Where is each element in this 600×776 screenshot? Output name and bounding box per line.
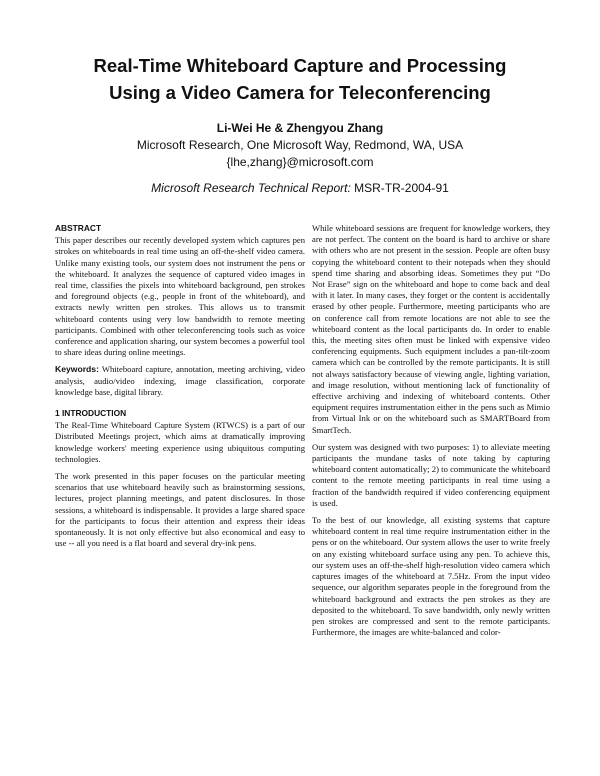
author-block [0, 120, 600, 171]
tech-report-label: Microsoft Research Technical Report: [151, 181, 351, 195]
right-column [312, 223, 550, 644]
keywords-label: Keywords: [55, 364, 99, 375]
introduction-heading: 1 INTRODUCTION [55, 408, 127, 419]
tech-report-line [0, 180, 600, 196]
author-affiliation: Microsoft Research, One Microsoft Way, Redmond, WA, USA [136, 138, 464, 152]
right-paragraph-2: Our system was designed with two purposes: 1) to alleviate meeting participants the mundane tasks of note taking by capturing whiteboard content automatically; 2) to communicate the whiteboard content to the remote meeting participants in real time using a fraction of the bandwidth required if video conferencing equipment is used. [312, 441, 550, 508]
abstract-heading: ABSTRACT [55, 223, 102, 233]
paper-title [0, 52, 600, 106]
author-names: Li-Wei He & Zhengyou Zhang [216, 121, 384, 135]
right-paragraph-3: To the best of our knowledge, all existing systems that capture whiteboard content in real time require instrumentation either in the pens or on the whiteboard. Our system allows the user to write freely on any existing whiteboard surface using any pen. To achieve this, our system uses an off-the-shelf high-resolution video camera which captures images of the whiteboard at 7.5Hz. From the input video sequence, our algorithm separates people in the foreground from the whiteboard background and extracts the pen strokes as they are deposited to the whiteboard. To save bandwidth, only newly written pen strokes are compressed and sent to the remote participants. Furthermore, the images are white-balanced and color- [312, 515, 550, 638]
tech-report-number: MSR-TR-2004-91 [354, 181, 449, 195]
introduction-paragraph-2: The work presented in this paper focuses on the particular meeting scenarios that use whiteboard heavily such as brainstorming sessions, lectures, project planning meetings, and patent disclosures. In those sessions, a whiteboard is indispensable. It provides a large shared space for the participants to focus their attention and express their ideas spontaneously. It is not only effective but also economical and easy to use -- all you need is a flat board and several dry-ink pens. [55, 471, 305, 549]
right-paragraph-1: While whiteboard sessions are frequent for knowledge workers, they are not perfect. The content on the board is hard to archive or share with others who are not present in the session. People are often busy copying the whiteboard content to their notepads when they should spend time sharing and absorbing ideas. Sometimes they put “Do Not Erase” sign on the whiteboard and hope to come back and deal with it later. In many cases, they forget or the content is accidentally erased by other people. Furthermore, meeting participants who are on conference call from remote locations are not able to see the whiteboard content as the local participants do. In order to enable this, the meeting sites often must be linked with expensive video conferencing equipments. Such equipment includes a pan-tilt-zoom camera which can be controlled by the remote participants. It is still not always satisfactory because of viewing angle, lighting variation, and image resolution, without mentioning lack of functionality of effective archiving and indexing of whiteboard contents. Other equipment requires instrumentation either in the pens such as Mimio from Virtual Ink or on the whiteboard such as SMARTBoard from SmartTech. [312, 223, 550, 435]
title-line-1: Real-Time Whiteboard Capture and Processing [93, 55, 507, 76]
keywords-paragraph [55, 364, 305, 398]
left-column [55, 223, 305, 555]
title-line-2: Using a Video Camera for Teleconferencing [109, 82, 491, 103]
keywords-text: Whiteboard capture, annotation, meeting archiving, video analysis, audio/video indexing, image classification, corporate knowledge base, digital library. [55, 364, 305, 397]
author-email: {lhe,zhang}@microsoft.com [226, 155, 374, 169]
introduction-paragraph-1: The Real-Time Whiteboard Capture System (RTWCS) is a part of our Distributed Meetings project, which aims at dramatically improving knowledge workers' meeting experience using ubiquitous computing technologies. [55, 420, 305, 464]
abstract-text: This paper describes our recently developed system which captures pen strokes on whiteboards in real time using an off-the-shelf video camera. Unlike many existing tools, our system does not instrument the pens or the whiteboard. It analyzes the sequence of captured video images in real time, classifies the pixels into whiteboard background, pen strokes and foreground objects (e.g., people in front of the whiteboard), and extracts newly written pen strokes. This allows us to transmit whiteboard contents using very low bandwidth to remote meeting participants. Combined with other teleconferencing tools such as voice conference and application sharing, our system becomes a powerful tool to share ideas during online meetings. [55, 235, 305, 358]
